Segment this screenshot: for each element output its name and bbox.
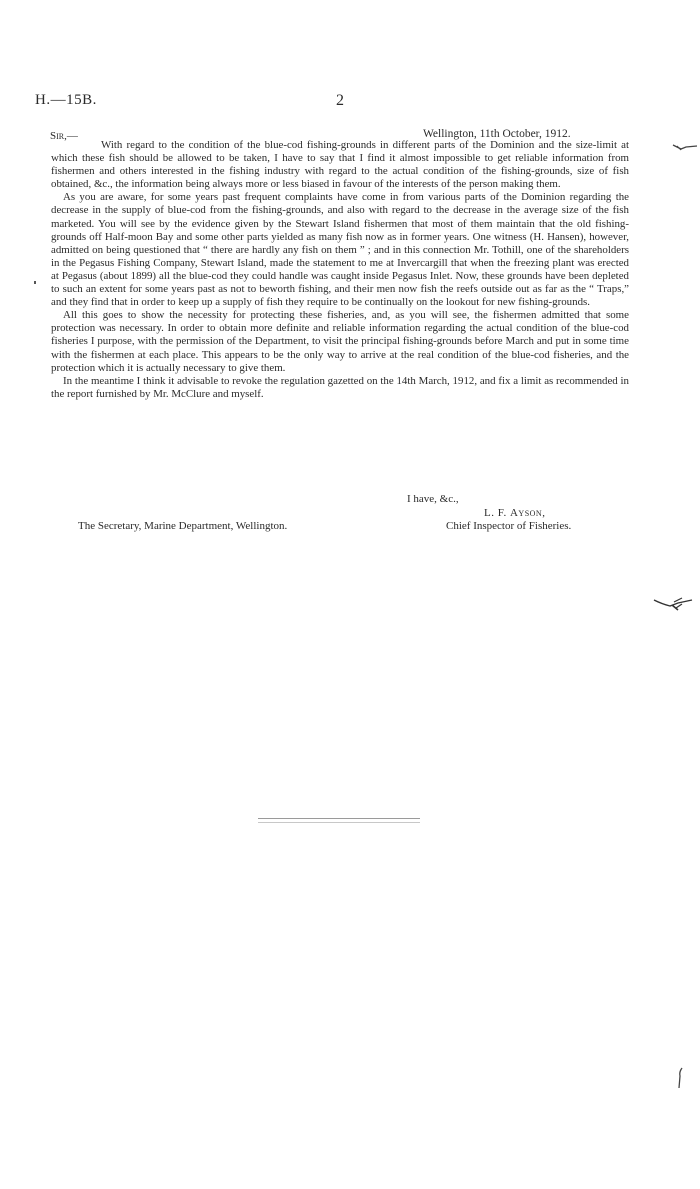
dateline: Wellington, 11th October, 1912. xyxy=(423,128,571,140)
closing-divider xyxy=(258,818,420,823)
signer-initials: L. F. xyxy=(484,507,510,519)
paragraph-4: In the meantime I think it advisable to revoke the regulation gazetted on the 14th March, 1912, and fix a limit as recommended in the report furnished by Mr. McClure and myself. xyxy=(51,374,629,400)
salutation: Sir,— xyxy=(50,130,78,142)
signer-name xyxy=(484,507,545,519)
margin-mark-top-right xyxy=(672,140,698,156)
document-reference: H.—15B. xyxy=(35,92,97,108)
margin-dot xyxy=(34,281,36,284)
sign-off: I have, &c., xyxy=(407,493,459,505)
paragraph-3: All this goes to show the necessity for protecting these fisheries, and, as you will see, the fishermen admitted that some protection was necessary. In order to obtain more definite and reliable information regarding the actual condition of the blue-cod fisheries I purpose, with the permission of the Department, to visit the principal fishing-grounds before March and put in some time with the fishermen at each place. This appears to be the only way to arrive at the real condition of the blue-cod fisheries, and the protection which it is actually necessary to give them. xyxy=(51,309,629,374)
paragraph-1: With regard to the condition of the blue-cod fishing-grounds in different parts of the Dominion and the size-limit at which these fish should be allowed to be taken, I have to say that I find it almost impossible to get reliable information from fishermen and others interested in the fishing industry with regard to the actual condition of the fishing-grounds, size of fish obtained, &c., the information being always more or less biased in favour of the interests of the person making them. xyxy=(51,139,629,191)
signer-surname: Ayson, xyxy=(509,507,546,519)
margin-mark-middle-right xyxy=(652,594,698,616)
letter-body xyxy=(51,139,629,401)
paragraph-2: As you are aware, for some years past frequent complaints have come in from various parts of the Dominion regarding the decrease in the supply of blue-cod from the fishing-grounds, and also with regard to the decrease in the average size of the fish marketed. You will see by the evidence given by the Stewart Island fishermen that most of them maintain that the old fishing-grounds off Half-moon Bay and some other parts yielded as many fish now as in former years. One witness (H. Hansen), however, admitted on being questioned that “ there are hardly any fish on them ” ; and in this connection Mr. Tothill, one of the shareholders in the Pegasus Fishing Company, Stewart Island, made the statement to me at Invercargill that when the freezing plant was erected at Pegasus (about 1899) all the blue-cod they could handle was caught inside Pegasus Inlet. Now, these grounds have been depleted to such an extent for some years past as not to beworth fishing, and their men now fish the reefs outside out as far as the “ Traps,” and they find that in order to keep up a supply of fish they require to be continually on the lookout for new fishing-grounds. xyxy=(51,191,629,309)
margin-mark-bottom-right xyxy=(674,1066,688,1096)
addressee: The Secretary, Marine Department, Wellington. xyxy=(78,520,288,532)
signer-title: Chief Inspector of Fisheries. xyxy=(446,520,572,532)
page-number: 2 xyxy=(336,92,344,109)
